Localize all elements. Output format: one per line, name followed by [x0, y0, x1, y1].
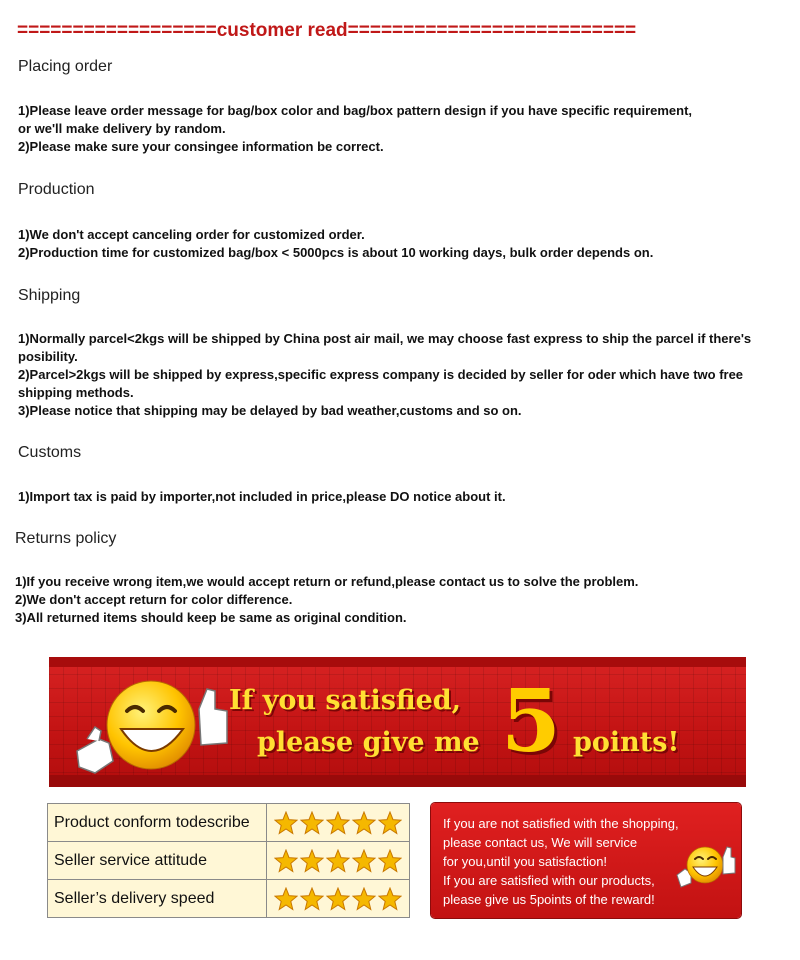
- rating-stars: [267, 880, 410, 918]
- star-icon: [326, 811, 350, 835]
- rating-label: Product conform todescribe: [48, 804, 267, 842]
- text-line: 2)Production time for customized bag/box < 5000pcs is about 10 working days, bulk order depends on.: [18, 245, 654, 260]
- star-icon: [378, 887, 402, 911]
- star-icon: [274, 849, 298, 873]
- satisfaction-text: [443, 814, 679, 909]
- rating-stars: [267, 804, 410, 842]
- text-line: 2)Parcel>2kgs will be shipped by express,specific express company is decided by seller for oder which have two free: [18, 367, 744, 382]
- section-title-placing-order: Placing order: [18, 58, 113, 75]
- text-line: 3)All returned items should keep be same as original condition.: [15, 610, 407, 625]
- text-line: If you are not satisfied with the shopping,: [443, 816, 679, 831]
- star-icon: [300, 849, 324, 873]
- text-line: 1)Import tax is paid by importer,not included in price,please DO notice about it.: [18, 489, 506, 504]
- thumbs-up-smiley-icon: [69, 669, 239, 787]
- banner-line-2: please give me: [257, 727, 480, 758]
- rating-row: [48, 842, 410, 880]
- text-line: If you are satisfied with our products,: [443, 873, 655, 888]
- banner-five: 5: [501, 671, 561, 772]
- banner-top-band: [49, 657, 746, 667]
- star-icon: [352, 811, 376, 835]
- page-header: ==================customer read==========================: [17, 20, 637, 41]
- rating-table: [47, 803, 410, 918]
- rating-label: Seller service attitude: [48, 842, 267, 880]
- text-line: please contact us, We will service: [443, 835, 638, 850]
- text-line: please give us 5points of the reward!: [443, 892, 655, 907]
- returns-policy-text: [15, 573, 638, 627]
- production-text: [18, 226, 653, 262]
- star-icon: [300, 887, 324, 911]
- shipping-text: [18, 330, 751, 420]
- text-line: or we'll make delivery by random.: [18, 121, 226, 136]
- section-title-customs: Customs: [18, 444, 82, 461]
- thumbs-up-smiley-icon: [675, 839, 737, 891]
- text-line: 3)Please notice that shipping may be delayed by bad weather,customs and so on.: [18, 403, 522, 418]
- star-icon: [352, 887, 376, 911]
- rating-row: [48, 880, 410, 918]
- rating-banner: [49, 657, 746, 787]
- text-line: shipping methods.: [18, 385, 134, 400]
- star-icon: [378, 849, 402, 873]
- rating-stars: [267, 842, 410, 880]
- rating-row: [48, 804, 410, 842]
- rating-label: Seller’s delivery speed: [48, 880, 267, 918]
- star-icon: [274, 811, 298, 835]
- text-line: 1)If you receive wrong item,we would accept return or refund,please contact us to solve the problem.: [15, 574, 639, 589]
- text-line: posibility.: [18, 349, 78, 364]
- star-icon: [352, 849, 376, 873]
- star-icon: [326, 887, 350, 911]
- placing-order-text: [18, 102, 692, 156]
- text-line: for you,until you satisfaction!: [443, 854, 608, 869]
- section-title-shipping: Shipping: [18, 287, 81, 304]
- section-title-production: Production: [18, 181, 95, 198]
- text-line: 1)Normally parcel<2kgs will be shipped by China post air mail, we may choose fast express to ship the parcel if there's: [18, 331, 752, 346]
- text-line: 1)We don't accept canceling order for customized order.: [18, 227, 365, 242]
- star-icon: [326, 849, 350, 873]
- customs-text: [18, 488, 506, 506]
- satisfaction-notice: [431, 803, 741, 918]
- star-icon: [274, 887, 298, 911]
- text-line: 2)We don't accept return for color difference.: [15, 592, 293, 607]
- star-icon: [378, 811, 402, 835]
- banner-line-1: If you satisfied,: [229, 685, 462, 716]
- star-icon: [300, 811, 324, 835]
- section-title-returns-policy: Returns policy: [15, 530, 117, 547]
- banner-points: points!: [573, 727, 680, 758]
- text-line: 2)Please make sure your consingee information be correct.: [18, 139, 384, 154]
- text-line: 1)Please leave order message for bag/box color and bag/box pattern design if you have specific requirement,: [18, 103, 693, 118]
